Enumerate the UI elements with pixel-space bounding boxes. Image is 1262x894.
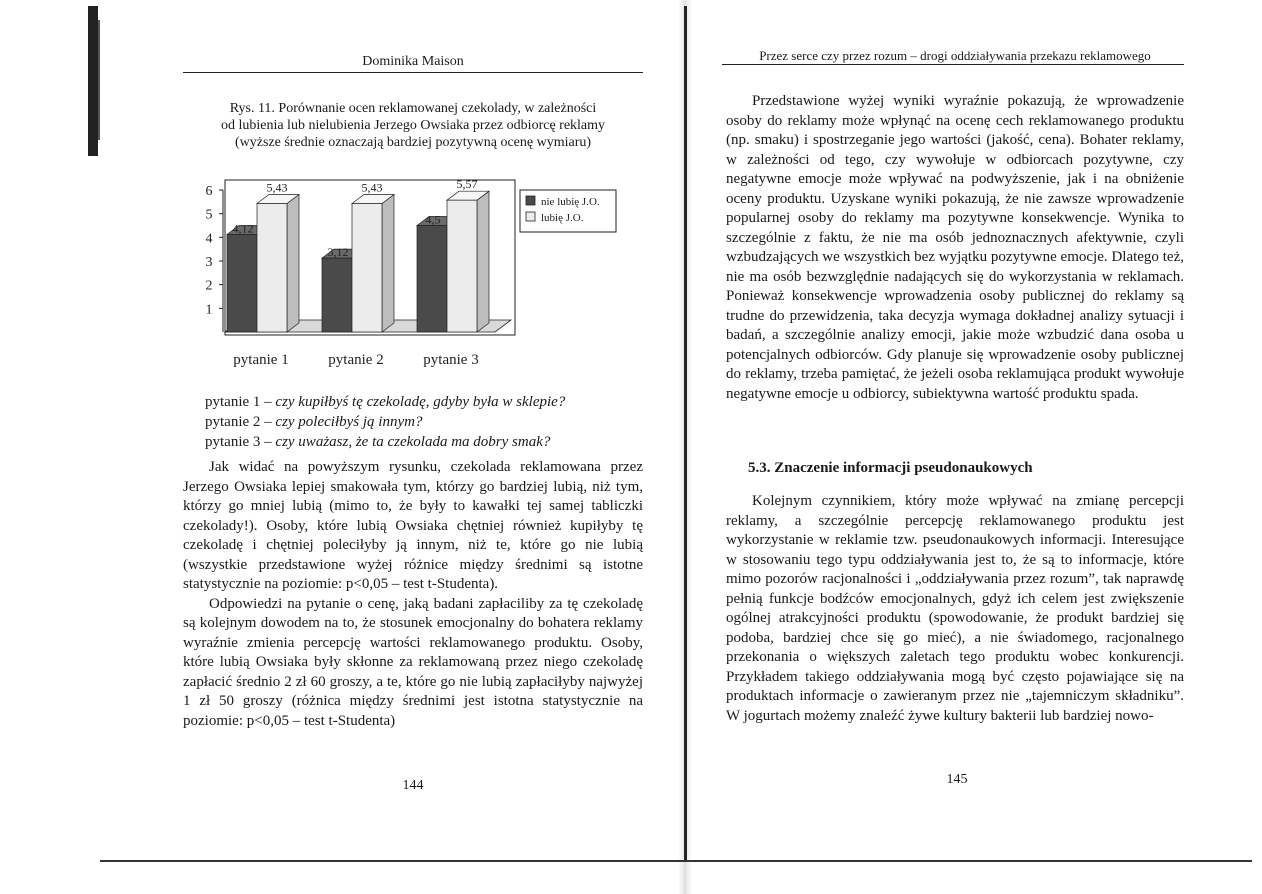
page-bottom-edge bbox=[100, 860, 1252, 862]
y-tick-label: 1 bbox=[205, 302, 213, 318]
paragraph: Kolejnym czynnikiem, który może wpływać na zmianę percepcji reklamy, a szczególnie percepcję reklamowanego produktu jest wykorzystanie w reklamie tzw. pseudonaukowych informacji. Interesujące w stosowaniu tego typu oddziaływania jest to, że są to informacje, które mimo pozorów racjonalności i „oddziaływania przez rozum”, tak naprawdę pełnią funkcje bodźców emocjonalnych, gdyż ich celem jest zwiększenie ogólnej atrakcyjności produktu (spowodowanie, że produkt bardziej się podoba, bardziej chce się go mieć), a nie świadomego, racjonalnego przekonania o większych zaletach tego produktu wobec konkurencji. Przykładem takiego oddziaływania mogą być często pojawiające się na produktach informacje o zawieranym przez nie „tajemniczym składniku”. W jogurtach możemy znaleźć żywe kultury bakterii lub bardziej nowo- bbox=[726, 493, 1184, 724]
right-running-head: Przez serce czy przez rozum – drogi oddziaływania przekazu reklamowego bbox=[759, 48, 1151, 63]
question-item bbox=[205, 392, 645, 412]
y-tick-label: 6 bbox=[205, 184, 213, 199]
book-spine-line bbox=[684, 6, 687, 861]
question-text: czy poleciłbyś ją innym? bbox=[275, 414, 423, 430]
x-category-label: pytanie 2 bbox=[328, 352, 384, 368]
y-tick-label: 3 bbox=[205, 255, 213, 270]
question-label: pytanie 2 bbox=[205, 414, 261, 430]
left-running-head: Dominika Maison bbox=[362, 54, 464, 69]
question-label: pytanie 1 bbox=[205, 394, 261, 410]
paragraph: Odpowiedzi na pytanie o cenę, jaką badani zapłaciliby za tę czekoladę są kolejnym dowodem na to, że stosunek emocjonalny do bohatera reklamy wyraźnie zmienia percepcję wartości reklamowanego produktu. Osoby, które lubią Owsiaka były skłonne za reklamowaną przez niego czekoladę zapłacić średnio 2 zł 60 groszy, a te, które go nie lubią zapłaciłyby najwyżej 1 zł 50 groszy (różnica między średnimi jest istotna statystycznie na poziomie: p<0,05 – test t-Studenta) bbox=[183, 595, 643, 729]
bars bbox=[227, 191, 489, 332]
bar bbox=[352, 203, 382, 332]
right-body-text-1 bbox=[726, 92, 1184, 404]
bar-side bbox=[287, 194, 299, 332]
bar-side bbox=[382, 194, 394, 332]
bar bbox=[257, 203, 287, 332]
bar bbox=[417, 226, 447, 333]
y-tick-label: 2 bbox=[205, 278, 213, 294]
left-page-number: 144 bbox=[402, 778, 424, 793]
figure-caption-line: (wyższe średnie oznaczają bardziej pozytywną ocenę wymiaru) bbox=[234, 135, 592, 150]
section-heading: 5.3. Znaczenie informacji pseudonaukowych bbox=[748, 460, 1033, 476]
figure-caption-line: Rys. 11. Porównanie ocen reklamowanej czekolady, w zależności bbox=[229, 101, 597, 116]
data-label: 4,12 bbox=[232, 221, 254, 236]
bar-side bbox=[477, 191, 489, 332]
question-item bbox=[205, 412, 645, 432]
x-category-label: pytanie 1 bbox=[233, 352, 289, 368]
data-label: 5,43 bbox=[266, 180, 288, 195]
question-text: czy kupiłbyś tę czekoladę, gdyby była w sklepie? bbox=[275, 394, 566, 410]
bar bbox=[447, 200, 477, 332]
data-label: 5,43 bbox=[361, 180, 383, 195]
y-tick-label: 5 bbox=[205, 207, 213, 223]
x-category-label: pytanie 3 bbox=[423, 352, 479, 368]
data-label: 4,5 bbox=[425, 212, 441, 227]
legend-label: nie lubię J.O. bbox=[541, 196, 600, 208]
paragraph: Jak widać na powyższym rysunku, czekolada reklamowana przez Jerzego Owsiaka lepiej smakowała tym, którzy go bardziej lubią, niż tym, którzy go mniej lubią (mimo to, że były to kawałki tej samej tabliczki czekolady!). Osoby, które lubią Owsiaka chętniej również kupiłyby tę czekoladę i chętniej poleciłyby ją innym, niż te, które go nie lubią (wszystkie przedstawione wyżej różnice między średnimi są istotne statystycznie na poziomie: p<0,05 – test t-Studenta). bbox=[183, 459, 643, 592]
question-dash: – bbox=[260, 434, 276, 450]
question-dash: – bbox=[260, 394, 276, 410]
right-page-number: 145 bbox=[946, 772, 968, 787]
bar bbox=[322, 258, 352, 332]
legend-label: lubię J.O. bbox=[541, 212, 584, 224]
bar bbox=[227, 234, 257, 332]
right-body-text-2 bbox=[726, 492, 1184, 726]
x-categories bbox=[233, 352, 478, 368]
question-dash: – bbox=[260, 414, 276, 430]
question-text: czy uważasz, że ta czekolada ma dobry smak? bbox=[275, 434, 551, 450]
figure-caption bbox=[183, 100, 643, 151]
data-label: 3,12 bbox=[327, 245, 349, 260]
left-header-rule bbox=[183, 72, 643, 73]
right-header-rule bbox=[722, 64, 1184, 65]
left-body-text bbox=[183, 458, 643, 731]
data-label: 5,57 bbox=[456, 177, 478, 192]
question-label: pytanie 3 bbox=[205, 434, 261, 450]
bar-chart bbox=[185, 160, 635, 375]
binding-shadow-inner bbox=[98, 20, 100, 140]
binding-shadow bbox=[88, 6, 98, 156]
figure-caption-line: od lubienia lub nielubienia Jerzego Owsiaka przez odbiorcę reklamy bbox=[220, 118, 606, 133]
question-item bbox=[205, 432, 645, 452]
question-list bbox=[205, 392, 645, 452]
y-ticks bbox=[206, 184, 224, 317]
paragraph: Przedstawione wyżej wyniki wyraźnie pokazują, że wprowadzenie osoby do reklamy może wpłynąć na ocenę cech reklamowanego produktu (np. smaku) i spostrzeganie jego wartości (jakość, cena). Bohater reklamy, w zależności od tego, czy wywołuje w odbiorcach pozytywne, czy negatywne emocje może wpływać na podwyższenie, jak i na obniżenie oceny produktu. Uzyskane wyniki pokazują, że nie zawsze wprowadzenie popularnej osoby do reklamy ma pozytywne konsekwencje. Wynika to szczególnie z faktu, że nie ma osób jednoznacznych afektywnie, czyli wzbudzających we wszystkich bez wyjątku pozytywne emocje. Dlatego też, nie ma osób bezwzględnie nadających się do wykorzystania w reklamach. Ponieważ konsekwencje wprowadzenia osoby publicznej do reklamy są trudne do przewidzenia, taka decyzja wymaga dokładnej analizy sytuacji i badań, a szczególnie analizy emocji, jakie może wzbudzić dana osoba u potencjalnych odbiorców. Gdy planuje się wprowadzenie osoby publicznej do reklamy, trzeba pamiętać, że jeżeli osoba reklamująca produkt wywołuje negatywne emocje u odbiorcy, subiektywna wartość produktu spada. bbox=[726, 93, 1184, 402]
legend-swatch bbox=[526, 196, 535, 205]
legend-swatch bbox=[526, 212, 535, 221]
y-tick-label: 4 bbox=[205, 231, 213, 247]
